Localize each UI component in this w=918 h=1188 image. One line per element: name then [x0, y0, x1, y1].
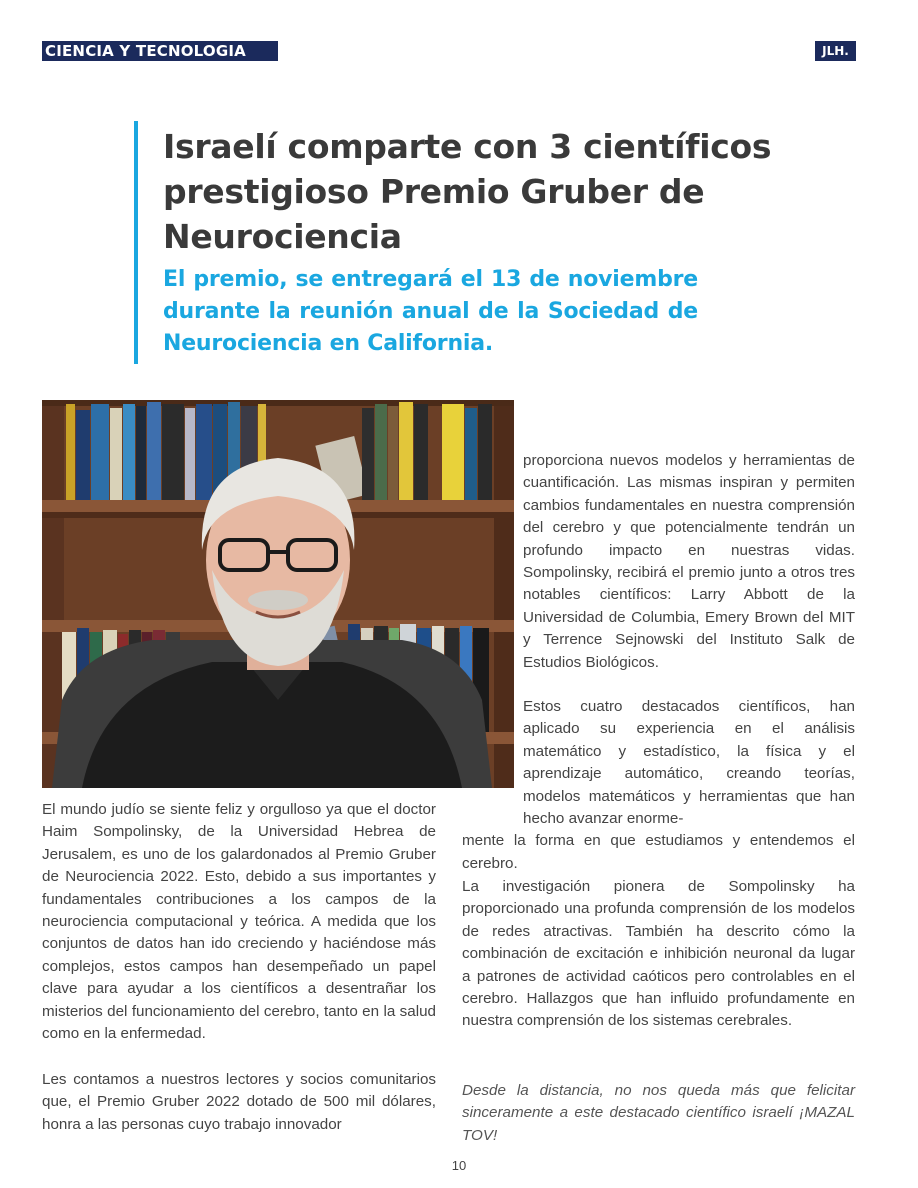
- paragraph-right-2-main: Estos cuatro destacados científicos, han aplicado su experiencia en el análisis matemático y estadístico, la física y el aprendizaje automático, creando teorías, modelos matemáticos y herramientas que han hecho avanzar enorme-: [523, 698, 855, 828]
- paragraph-left-1: El mundo judío se siente feliz y orgulloso ya que el doctor Haim Sompolinsky, de la Universidad Hebrea de Jerusalem, es uno de los galardonados al Premio Gruber de Neurociencia 2022. Esto, debido a sus importantes y fundamentales contribuciones a los campos de la neurociencia computacional y teórica. A medida que los conjuntos de datos han ido creciendo y haciéndose más complejos, estos campos han desempeñado un papel clave para ayudar a los científicos a desentrañar los misterios del funcionamiento del cerebro, tanto en la salud como en la enfermedad.: [42, 801, 436, 1043]
- headline-accent-bar: [134, 121, 138, 364]
- article-subtitle: El premio, se entregará el 13 de noviembre durante la reunión anual de la Sociedad de Neurociencia en California.: [163, 267, 698, 356]
- closing-paragraph: Desde la distancia, no nos queda más que felicitar sinceramente a este destacado científico israelí ¡MAZAL TOV!: [462, 1082, 855, 1144]
- paragraph-right-3: La investigación pionera de Sompolinsky ha proporcionado una profunda comprensión de los modelos de redes atractivas. También ha descrito cómo la combinación de excitación e inhibición neuronal da lugar a patrones de actividad caóticos pero controlables en el cerebro. Hallazgos que han influido profundamente en nuestra comprensión de los sistemas cerebrales.: [462, 878, 855, 1030]
- publication-logo: JLH.: [815, 41, 856, 61]
- paragraph-right-2-overflow: mente la forma en que estudiamos y entendemos el cerebro.: [462, 832, 855, 872]
- portrait-photo: [42, 400, 514, 788]
- paragraph-left-2: Les contamos a nuestros lectores y socios comunitarios que, el Premio Gruber 2022 dotado de 500 mil dólares, honra a las personas cuyo trabajo innovador: [42, 1071, 436, 1133]
- paragraph-right-1: proporciona nuevos modelos y herramientas de cuantificación. Las mismas inspiran y permiten cambios fundamentales en nuestra comprensión del cerebro y que potencialmente tendrán un profundo impacto en nuestras vidas. Sompolinsky, recibirá el premio junto a otros tres notables científicos: Larry Abbott de la Universidad de Columbia, Emery Brown del MIT y Terrence Sejnowski del Instituto Salk de Estudios Biológicos.: [523, 452, 855, 671]
- paragraph-right-2: [462, 696, 855, 875]
- page-number: 10: [451, 1158, 467, 1173]
- section-tag: CIENCIA Y TECNOLOGIA: [42, 41, 278, 61]
- article-title: Israelí comparte con 3 científicos prestigioso Premio Gruber de Neurociencia: [163, 127, 772, 256]
